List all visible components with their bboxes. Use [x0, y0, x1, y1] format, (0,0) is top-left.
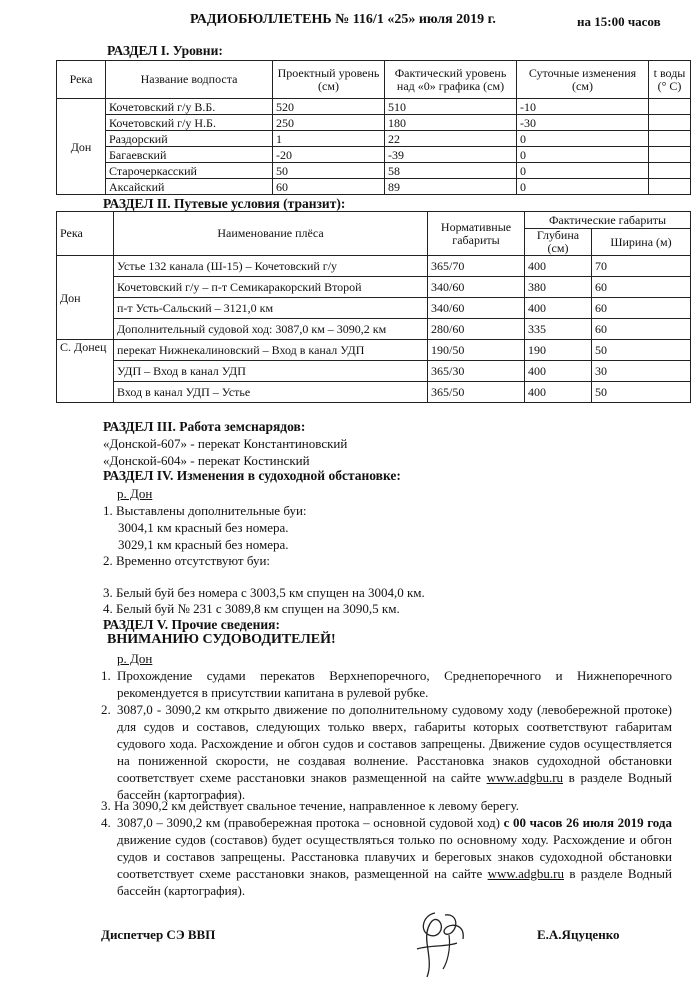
note-2-number: 2. [101, 702, 111, 717]
actual-cell: -39 [385, 147, 517, 163]
change-cell: 0 [517, 163, 649, 179]
width-cell: 60 [592, 319, 691, 340]
name-cell: Дополнительный судовой ход: 3087,0 км – 3090,2 км [114, 319, 428, 340]
col-project: Проектный уровень (см) [273, 61, 385, 99]
depth-cell: 190 [525, 340, 592, 361]
dredger-item: «Донской-607» - перекат Константиновский [103, 436, 348, 451]
col-river: Река [57, 61, 106, 99]
river-cell: Дон [57, 99, 106, 195]
table-row [57, 99, 691, 115]
col-depth: Глубина (см) [525, 229, 592, 256]
norm-cell: 365/50 [428, 382, 525, 403]
col-actual: Фактический уровень над «0» графика (см) [385, 61, 517, 99]
table-row [57, 361, 691, 382]
note-4-text-end: в разделе Водный бассейн (картография). [117, 866, 672, 898]
temp-cell [649, 179, 691, 195]
change-item-1: 1. Выставлены дополнительные буи: [103, 503, 307, 518]
note-2-text: 3087,0 - 3090,2 км открыто движение по дополнительному судовому ходу (левобережной протоке) для судов и составов, следующих только вверх, габариты которых соответствуют габаритам судового хода. Расхождение и обгон судов и составов запрещены. Движение судов осуществляется на пониженной скорости, не создавая волнение. Расстановка знаков судоходной обстановки соответствует схеме расстановки знаков размещенной на сайте [117, 702, 672, 785]
width-cell: 60 [592, 298, 691, 319]
width-cell: 70 [592, 256, 691, 277]
depth-cell: 400 [525, 361, 592, 382]
col-width: Ширина (м) [592, 229, 691, 256]
depth-cell: 400 [525, 256, 592, 277]
actual-cell: 22 [385, 131, 517, 147]
post-cell: Аксайский [106, 179, 273, 195]
river-cell: Дон [57, 256, 114, 340]
bulletin-time: на 15:00 часов [577, 14, 661, 29]
adgbu-link[interactable]: www.adgbu.ru [487, 866, 565, 881]
note-2-text-end: в разделе Водный бассейн (картография). [117, 770, 672, 802]
change-cell: 0 [517, 131, 649, 147]
table-row [57, 147, 691, 163]
temp-cell [649, 99, 691, 115]
col-norm: Нормативные габариты [428, 212, 525, 256]
temp-cell [649, 115, 691, 131]
name-cell: УДП – Вход в канал УДП [114, 361, 428, 382]
name-cell: Устье 132 канала (Ш-15) – Кочетовский г/у [114, 256, 428, 277]
width-cell: 60 [592, 277, 691, 298]
name-cell: перекат Нижнекалиновский – Вход в канал УДП [114, 340, 428, 361]
river-cell: С. Донец [57, 340, 114, 403]
section1-title: РАЗДЕЛ I. Уровни: [107, 43, 223, 58]
col-river: Река [57, 212, 114, 256]
temp-cell [649, 147, 691, 163]
name-cell: п-т Усть-Сальский – 3121,0 км [114, 298, 428, 319]
col-change: Суточные изменения (см) [517, 61, 649, 99]
change-cell: -30 [517, 115, 649, 131]
col-post: Название водпоста [106, 61, 273, 99]
change-item-2: 2. Временно отсутствуют буи: [103, 553, 271, 568]
table-row [57, 298, 691, 319]
norm-cell: 365/30 [428, 361, 525, 382]
levels-table [56, 60, 691, 195]
note-2 [117, 701, 672, 803]
temp-cell [649, 163, 691, 179]
section3-title: РАЗДЕЛ III. Работа земснарядов: [103, 419, 306, 434]
adgbu-link[interactable]: www.adgbu.ru [486, 770, 564, 785]
dredger-item: «Донской-604» - перекат Костинский [103, 453, 310, 468]
table-row [57, 115, 691, 131]
col-name: Наименование плёса [114, 212, 428, 256]
depth-cell: 335 [525, 319, 592, 340]
change-cell: -10 [517, 99, 649, 115]
transit-table [56, 211, 691, 403]
change-subitem: 3029,1 км красный без номера. [118, 537, 289, 552]
depth-cell: 400 [525, 298, 592, 319]
table-row [57, 382, 691, 403]
table-row [57, 340, 691, 361]
signature-image [405, 905, 475, 980]
norm-cell: 365/70 [428, 256, 525, 277]
section5-title: РАЗДЕЛ V. Прочие сведения: [103, 617, 280, 632]
col-fact: Фактические габариты [525, 212, 691, 229]
temp-cell [649, 131, 691, 147]
note-4-text-mid: движение судов (составов) будет осуществляться только по основному ходу. Расхождение и обгон судов и составов запрещены. Расстановка плавучих и береговых знаков судоходной обстановки соответствует схеме расстановки знаков, размещенной на сайте [117, 832, 672, 881]
dispatcher-label: Диспетчер СЭ ВВП [101, 927, 216, 942]
post-cell: Старочеркасский [106, 163, 273, 179]
norm-cell: 280/60 [428, 319, 525, 340]
name-cell: Вход в канал УДП – Устье [114, 382, 428, 403]
width-cell: 30 [592, 361, 691, 382]
depth-cell: 380 [525, 277, 592, 298]
actual-cell: 510 [385, 99, 517, 115]
table-row [57, 131, 691, 147]
change-item-4: 4. Белый буй № 231 с 3089,8 км спущен на 3090,5 км. [103, 601, 400, 616]
depth-cell: 400 [525, 382, 592, 403]
width-cell: 50 [592, 340, 691, 361]
project-cell: 50 [273, 163, 385, 179]
project-cell: -20 [273, 147, 385, 163]
post-cell: Раздорский [106, 131, 273, 147]
note-3: 3. На 3090,2 км действует свальное течение, направленное к левому берегу. [101, 798, 519, 813]
norm-cell: 190/50 [428, 340, 525, 361]
note-1-number: 1. [101, 668, 111, 683]
note-1: Прохождение судами перекатов Верхнепоречного, Среднепоречного и Нижнепоречного рекомендуется в присутствии капитана в рулевой рубке. [117, 668, 672, 700]
change-subitem: 3004,1 км красный без номера. [118, 520, 289, 535]
project-cell: 1 [273, 131, 385, 147]
note-4-bold: с 00 часов 26 июля 2019 года [503, 815, 672, 830]
section2-title: РАЗДЕЛ II. Путевые условия (транзит): [103, 196, 346, 211]
change-item-3: 3. Белый буй без номера с 3003,5 км спущен на 3004,0 км. [103, 585, 425, 600]
table-row [57, 256, 691, 277]
actual-cell: 58 [385, 163, 517, 179]
name-cell: Кочетовский г/у – п-т Семикаракорский Второй [114, 277, 428, 298]
section4-title: РАЗДЕЛ IV. Изменения в судоходной обстановке: [103, 468, 401, 483]
col-temp: t воды (° С) [649, 61, 691, 99]
project-cell: 60 [273, 179, 385, 195]
post-cell: Кочетовский г/у Н.Б. [106, 115, 273, 131]
table-row [57, 163, 691, 179]
note-4 [117, 814, 672, 899]
attention-heading: ВНИМАНИЮ СУДОВОДИТЕЛЕЙ! [107, 632, 336, 647]
post-cell: Багаевский [106, 147, 273, 163]
table-row [57, 179, 691, 195]
width-cell: 50 [592, 382, 691, 403]
actual-cell: 89 [385, 179, 517, 195]
norm-cell: 340/60 [428, 277, 525, 298]
project-cell: 250 [273, 115, 385, 131]
change-cell: 0 [517, 179, 649, 195]
note-4-number: 4. [101, 815, 111, 830]
change-cell: 0 [517, 147, 649, 163]
note-4-text: 3087,0 – 3090,2 км (правобережная протока – основной судовой ход) [117, 815, 504, 830]
section5-river: р. Дон [117, 651, 153, 666]
post-cell: Кочетовский г/у В.Б. [106, 99, 273, 115]
table-row [57, 277, 691, 298]
signatory-name: Е.А.Яцуценко [537, 927, 620, 942]
actual-cell: 180 [385, 115, 517, 131]
project-cell: 520 [273, 99, 385, 115]
table-row [57, 319, 691, 340]
section4-river: р. Дон [117, 486, 153, 501]
norm-cell: 340/60 [428, 298, 525, 319]
bulletin-title: РАДИОБЮЛЛЕТЕНЬ № 116/1 «25» июля 2019 г. [190, 12, 496, 27]
